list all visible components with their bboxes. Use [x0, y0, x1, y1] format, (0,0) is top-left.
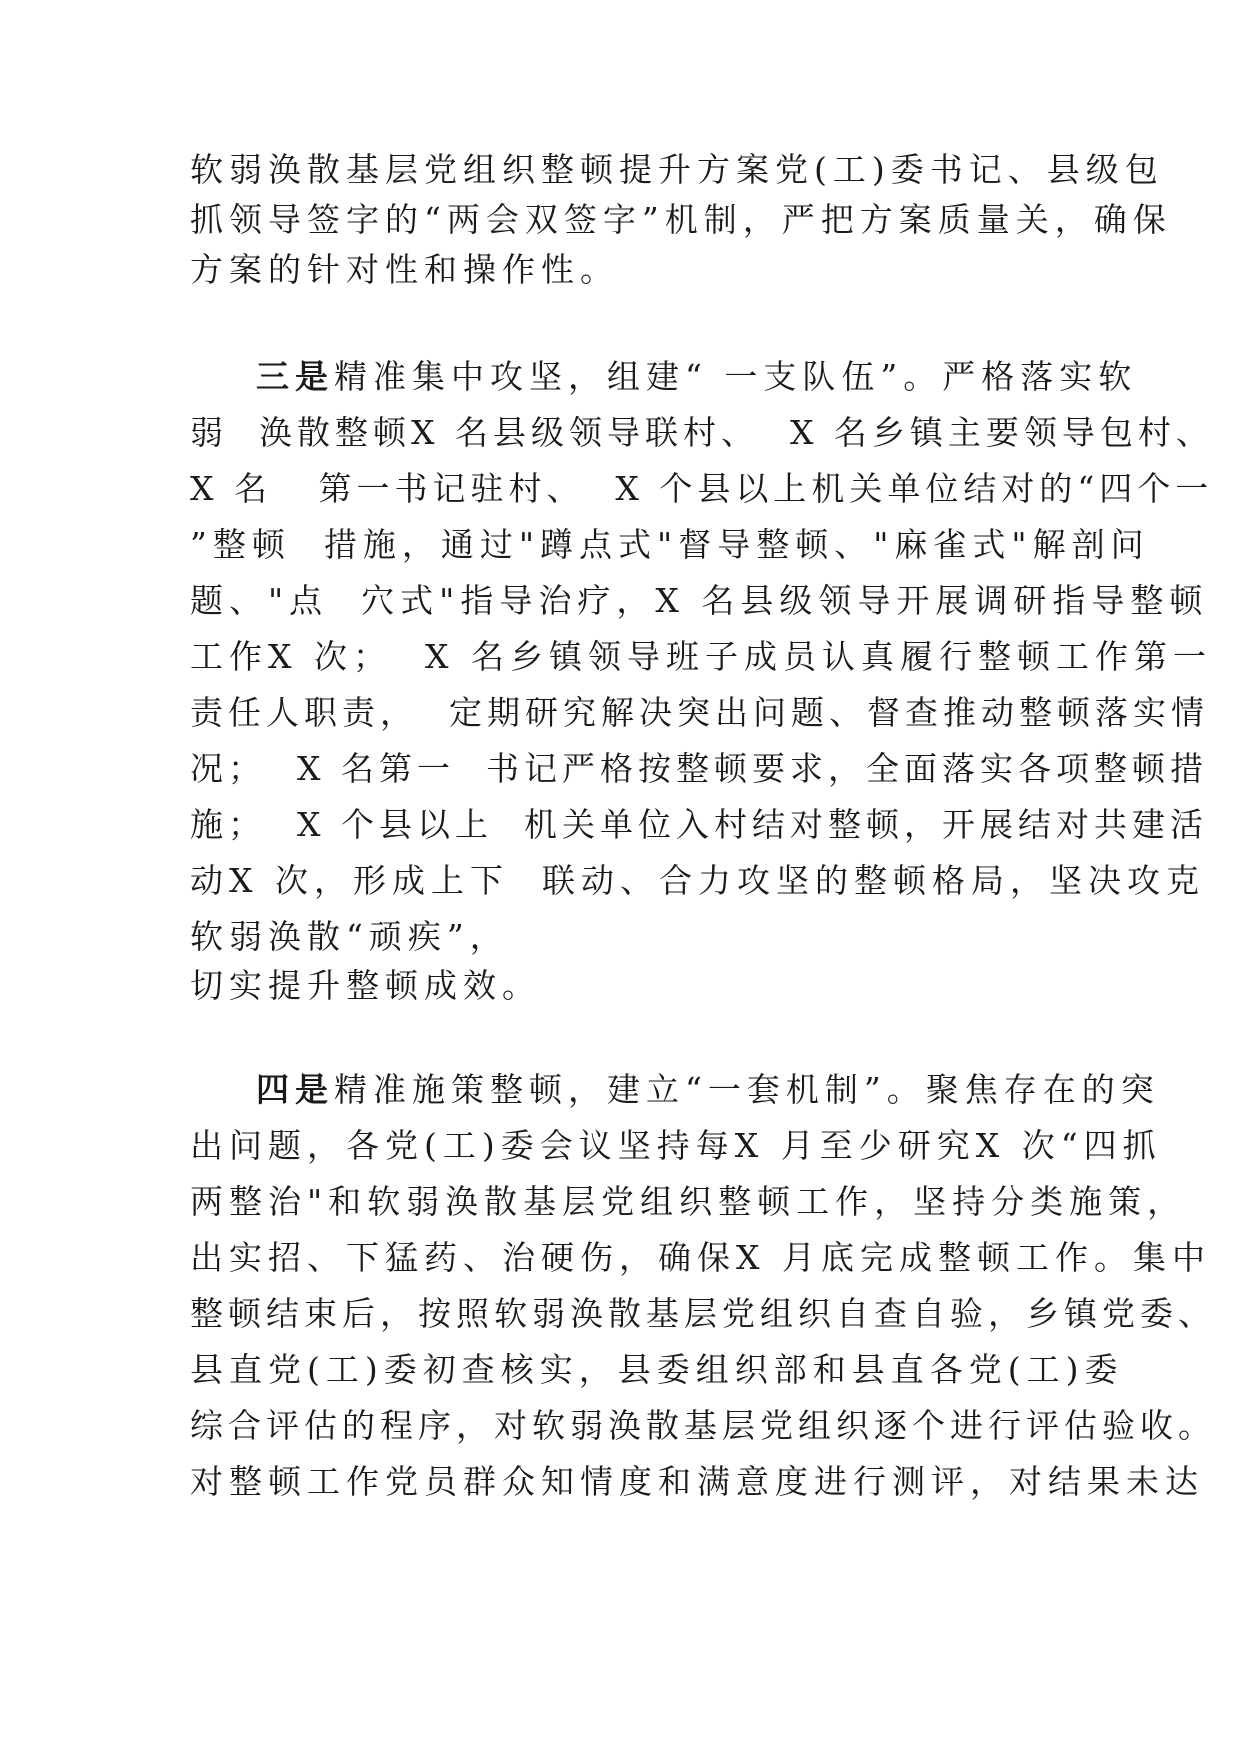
paragraph-2-lead: 三是 — [256, 357, 334, 396]
paragraph-1-line-1: 软弱涣散基层党组织整顿提升方案党(工)委书记、县级包 — [190, 150, 1164, 189]
paragraph-2-line-1 — [256, 357, 1137, 397]
paragraph-3-line-1-text: 精准施策整顿，建立“一套机制”。聚焦存在的突 — [334, 1070, 1160, 1109]
paragraph-2-line-10: 动X 次，形成上下 联动、合力攻坚的整顿格局，坚决攻克 — [190, 861, 1205, 900]
paragraph-2-line-1-text: 精准集中攻坚，组建“ 一支队伍”。严格落实软 — [334, 357, 1138, 396]
paragraph-2-line-4: ”整顿 措施，通过"蹲点式"督导整顿、"麻雀式"解剖问 — [190, 525, 1150, 564]
paragraph-2-line-2: 弱 涣散整顿X 名县级领导联村、 X 名乡镇主要领导包村、 — [190, 413, 1214, 452]
paragraph-2-line-8: 况； X 名第一 书记严格按整顿要求，全面落实各项整顿措 — [190, 749, 1208, 788]
paragraph-2-line-9: 施； X 个县以上 机关单位入村结对整顿，开展结对共建活 — [190, 805, 1208, 844]
paragraph-3-line-2: 出问题，各党(工)委会议坚持每X 月至少研究X 次“四抓 — [190, 1126, 1162, 1165]
paragraph-3-line-7: 综合评估的程序，对软弱涣散基层党组织逐个进行评估验收。 — [190, 1406, 1216, 1445]
paragraph-2-line-6: 工作X 次； X 名乡镇领导班子成员认真履行整顿工作第一 — [190, 637, 1212, 676]
paragraph-2-line-5: 题、"点 穴式"指导治疗，X 名县级领导开展调研指导整顿 — [190, 581, 1209, 620]
paragraph-1-line-2: 抓领导签字的“两会双签字”机制，严把方案质量关，确保 — [190, 200, 1172, 239]
paragraph-1-line-3: 方案的针对性和操作性。 — [190, 250, 619, 289]
paragraph-3-line-8: 对整顿工作党员群众知情度和满意度进行测评，对结果未达 — [190, 1462, 1204, 1501]
paragraph-2-line-11: 软弱涣散“顽疾”， — [190, 917, 509, 956]
paragraph-3-line-5: 整顿结束后，按照软弱涣散基层党组织自查自验，乡镇党委、 — [190, 1294, 1216, 1333]
paragraph-3-line-4: 出实招、下猛药、治硬伤，确保X 月底完成整顿工作。集中 — [190, 1238, 1211, 1277]
paragraph-2-line-3: X 名 第一书记驻村、 X 个县以上机关单位结对的“四个一 — [190, 469, 1214, 508]
paragraph-2-line-12: 切实提升整顿成效。 — [190, 966, 541, 1005]
paragraph-3-lead: 四是 — [256, 1070, 334, 1109]
paragraph-3-line-1 — [256, 1070, 1160, 1110]
paragraph-3-line-3: 两整治"和软弱涣散基层党组织整顿工作，坚持分类施策， — [190, 1182, 1187, 1221]
paragraph-3-line-6: 县直党(工)委初查核实，县委组织部和县直各党(工)委 — [190, 1350, 1124, 1389]
paragraph-2-line-7: 责任人职责， 定期研究解决突出问题、督查推动整顿落实情 — [190, 693, 1209, 732]
